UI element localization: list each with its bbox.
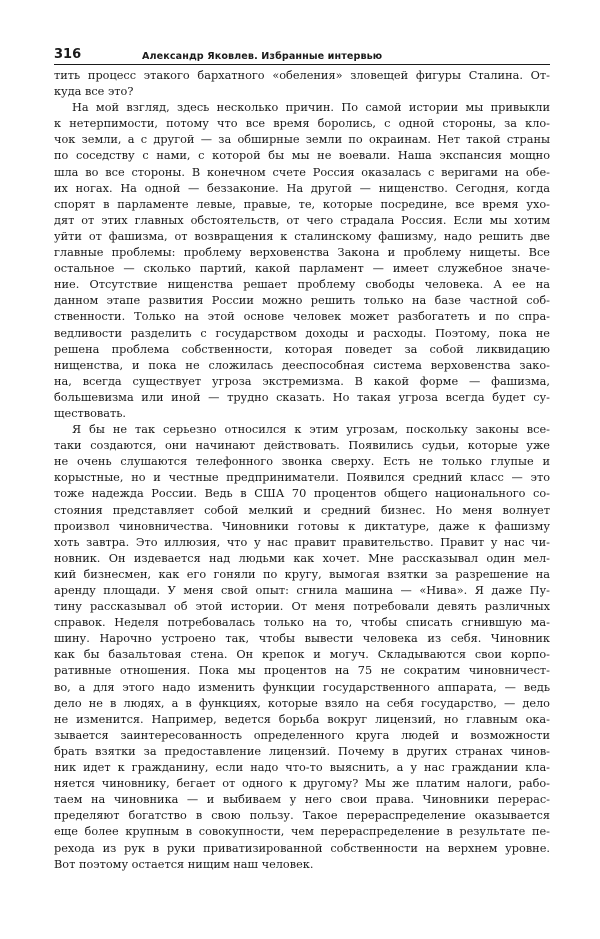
text-line: не изменится. Например, ведется борьба вокруг лицензий, но главным ока- <box>54 712 550 726</box>
text-line: ведливости разделить с государством доходы и расходы. Поэтому, пока не <box>54 326 550 340</box>
book-page <box>54 44 550 873</box>
paragraph <box>54 68 550 100</box>
running-head <box>54 44 550 65</box>
text-line: спорят в парламенте левые, правые, те, которые посредине, все время ухо- <box>54 197 550 211</box>
running-title: Александр Яковлев. Избранные интервью <box>142 51 383 62</box>
text-line: ние. Отсутствие нищенства решает проблему свободы человека. А ее на <box>54 278 550 292</box>
text-line: к нетерпимости, потому что все время боролись, с одной стороны, за кло- <box>54 117 550 131</box>
text-line: тину рассказывал об этой истории. От меня потребовали девять различных <box>54 600 550 614</box>
text-line: таки создаются, они начинают действовать. Появились судьи, которые уже <box>54 439 550 453</box>
text-line: произвол чиновничества. Чиновники готовы к диктатуре, даже к фашизму <box>54 519 550 533</box>
text-line: На мой взгляд, здесь несколько причин. По самой истории мы привыкли <box>72 101 550 115</box>
text-line: кий бизнесмен, как его гоняли по кругу, вымогая взятки за разрешение на <box>54 567 550 581</box>
text-line: няется чиновнику, бегает от одного к другому? Мы же платим налоги, рабо- <box>54 777 550 791</box>
text-line: во, а для этого надо изменить функции государственного аппарата, — ведь <box>54 680 550 694</box>
text-line: ственности. Только на этой основе человек может разбогатеть и по спра- <box>54 310 550 324</box>
text-line: ник идет к гражданину, если надо что-то выяснить, а у нас граждании кла- <box>54 761 550 775</box>
text-line: тить процесс этакого бархатного «обеления» зловещей фигуры Сталина. От- <box>54 69 550 82</box>
text-line: аренду площади. У меня свой опыт: сгнила машина — «Нива». Я даже Пу- <box>54 584 550 597</box>
text-line: ративные отношения. Пока мы процентов на 75 не сократим чиновничест- <box>54 664 550 678</box>
text-line: по соседству с нами, с которой бы мы не воевали. Наша экспансия мощно <box>54 149 550 163</box>
text-line: уйти от фашизма, от возвращения к сталинскому фашизму, надо решить две <box>54 229 550 243</box>
text-line: новник. Он издевается над людьми как хочет. Мне рассказывал один мел- <box>54 551 550 565</box>
text-line: дят от этих главных обстоятельств, от чего страдала Россия. Если мы хотим <box>54 213 550 227</box>
text-line: таем на чиновника — и выбиваем у него свои права. Чиновники перерас- <box>54 793 550 807</box>
text-line: остальное — сколько партий, какой парламент — имеет служебное значе- <box>54 262 550 276</box>
text-line: решена проблема собственности, которая поведет за собой ликвидацию <box>54 342 550 356</box>
text-line: тоже надежда России. Ведь в США 70 процентов общего национального со- <box>54 487 550 501</box>
page-number: 316 <box>54 47 82 62</box>
text-line: на, всегда существует угроза экстремизма. В какой форме — фашизма, <box>54 374 550 388</box>
paragraph <box>54 422 550 873</box>
text-line: Я бы не так серьезно относился к этим угрозам, поскольку законы все- <box>72 423 550 437</box>
text-line: нищенства, и пока не сложилась дееспособная система верховенства зако- <box>54 358 550 372</box>
body-text <box>54 68 550 873</box>
text-line: рехода из рук в руки приватизированной собственности на верхнем уровне. <box>54 841 550 855</box>
text-line: ществовать. <box>54 406 127 420</box>
text-line: большевизма или иной — трудно сказать. Но такая угроза всегда будет су- <box>54 390 550 404</box>
text-line: еще более крупным в совокупности, чем перераспределение в результате пе- <box>54 825 550 839</box>
text-line: куда все это? <box>54 85 134 99</box>
text-line: как бы базальтовая стена. Он крепок и могуч. Складываются свои корпо- <box>54 648 550 662</box>
text-line: главные проблемы: проблему верховенства Закона и проблему нищеты. Все <box>54 246 550 260</box>
text-line: пределяют богатство в свою пользу. Такое перераспределение оказывается <box>54 809 550 823</box>
text-line: дело не в людях, а в функциях, которые взяло на себя государство, — дело <box>54 696 550 710</box>
paragraph <box>54 100 550 422</box>
text-line: данном этапе развития России можно решить только на базе частной соб- <box>54 294 550 308</box>
text-line: не очень слушаются телефонного звонка сверху. Есть не только глупые и <box>54 455 550 469</box>
text-line: зывается заинтересованность определенного круга людей и возможности <box>54 728 550 742</box>
text-line: шину. Нарочно устроено так, чтобы вывести человека из себя. Чиновник <box>54 632 550 646</box>
text-line: хоть завтра. Это иллюзия, что у нас правит правительство. Правит у нас чи- <box>54 535 550 549</box>
text-line: корыстные, но и честные предприниматели. Появился средний класс — это <box>54 471 550 485</box>
text-line: Вот поэтому остается нищим наш человек. <box>54 857 314 871</box>
text-line: брать взятки за предоставление лицензий. Почему в других странах чинов- <box>54 744 550 758</box>
text-line: шла во все стороны. В конечном счете Россия оказалась с веригами на обе- <box>54 165 550 179</box>
text-line: стояния представляет собой мелкий и средний бизнес. Но меня волнует <box>54 503 550 517</box>
text-line: их ногах. На одной — беззаконие. На другой — нищенство. Сегодня, когда <box>54 181 550 195</box>
text-line: справок. Неделя потребовалась только на то, чтобы списать сгнившую ма- <box>54 616 550 630</box>
text-line: чок земли, а с другой — за обширные земли по окраинам. Нет такой страны <box>54 133 550 147</box>
